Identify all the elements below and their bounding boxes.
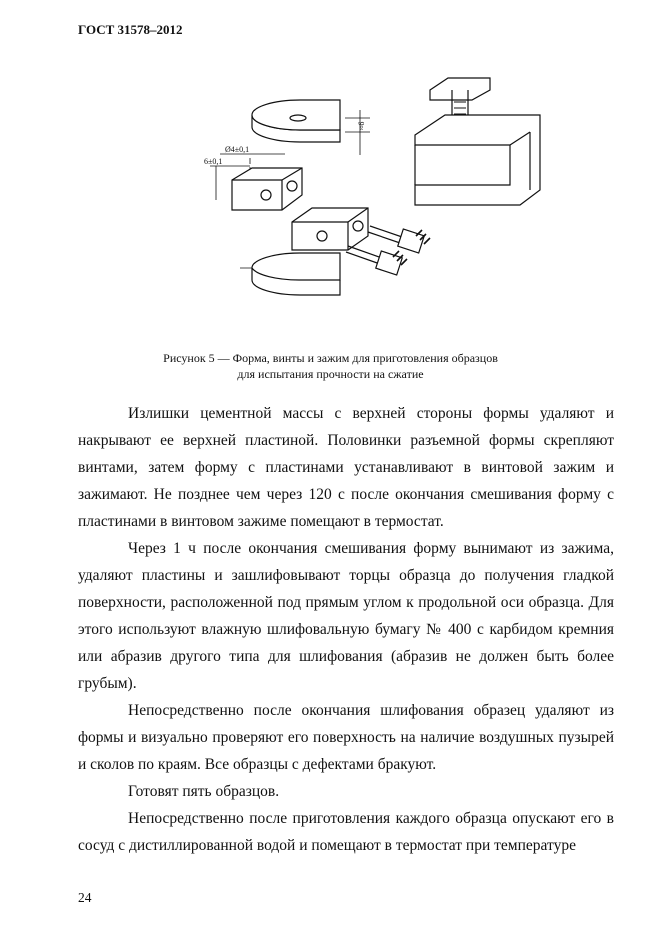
- top-plate-drawing: [252, 100, 370, 155]
- bottom-plate-drawing: [240, 253, 340, 295]
- paragraph-2: Через 1 ч после окончания смешивания форму вынимают из зажима, удаляют пластины и зашлифовывают торцы образца до получения гладкой поверхности, расположенной под прямым углом к продольной оси образца. Для этого используют влажную шлифовальную бумагу № 400 с карбидом кремния или абразив другого типа для шлифования (абразив не должен быть более грубым).: [78, 540, 614, 692]
- dim-height-label: 6±0,1: [204, 157, 223, 166]
- body-text: [78, 400, 614, 859]
- paragraph-3: Непосредственно после окончания шлифования образец удаляют из формы и визуально проверяют его поверхность на наличие воздушных пузырей и сколов по краям. Все образцы с дефектами бракуют.: [78, 702, 614, 773]
- paragraph-4: Готовят пять образцов.: [128, 783, 280, 800]
- dim-hole-label: Ø4±0,1: [225, 145, 250, 154]
- document-header: ГОСТ 31578–2012: [78, 22, 183, 37]
- paragraph-1: Излишки цементной массы с верхней стороны формы удаляют и накрывают ее верхней пластиной. Половинки разъемной формы скрепляют винтами, затем форму с пластинами устанавливают в винтовой зажим и зажимают. Не позднее чем через 120 с после окончания смешивания форму с пластинами в винтовом зажиме помещают в термостат.: [78, 405, 614, 530]
- mold-half-left-drawing: [232, 168, 302, 210]
- figure-caption-line1: Рисунок 5 — Форма, винты и зажим для приготовления образцов: [163, 351, 498, 365]
- page-number: 24: [78, 890, 92, 905]
- figure-caption-line2: для испытания прочности на сжатие: [237, 367, 424, 381]
- screw-upper-drawing: [368, 226, 430, 253]
- screw-lower-drawing: [346, 246, 407, 275]
- figure-mold-screws-clamp: [190, 60, 560, 340]
- mold-half-right-drawing: [292, 208, 368, 250]
- paragraph-5: Непосредственно после приготовления каждого образца опускают его в сосуд с дистиллированной водой и помещают в термостат при температуре: [78, 810, 614, 854]
- screw-clamp-drawing: [415, 78, 540, 205]
- dim-thickness-label: ≈6: [357, 121, 366, 130]
